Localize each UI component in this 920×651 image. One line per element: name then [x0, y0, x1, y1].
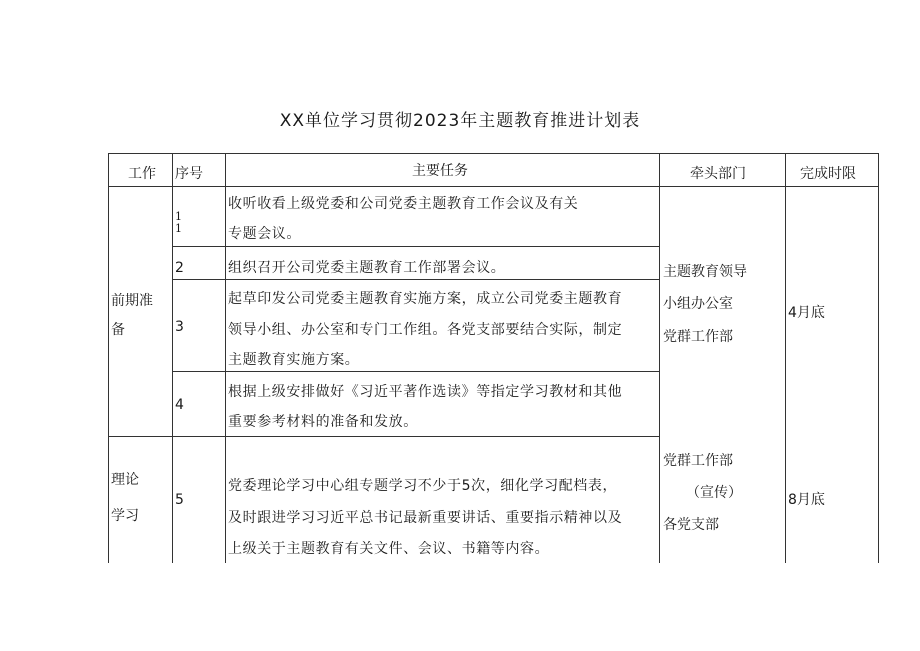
header-task: 主要任务 — [412, 163, 468, 179]
task-text: 领导小组、办公室和专门工作组。各党支部要结合实际，制定 — [228, 322, 623, 338]
deadline: 8月底 — [788, 492, 825, 508]
seq-number: 4 — [175, 397, 184, 413]
header-seq: 序号 — [175, 166, 203, 182]
seq-number: 1 — [175, 210, 182, 223]
task-text: 及时跟进学习习近平总书记最新重要讲话、重要指示精神以及 — [228, 510, 623, 526]
work-label: 学习 — [111, 508, 139, 524]
column-divider — [225, 153, 226, 563]
header-bottom-border — [108, 186, 878, 187]
header-deadline: 完成时限 — [800, 166, 856, 182]
task-text: 专题会议。 — [228, 226, 301, 242]
row-divider — [172, 246, 659, 247]
lead-dept: 党群工作部 — [663, 453, 733, 469]
seq-number: 3 — [175, 319, 184, 335]
table-left-border — [108, 153, 109, 563]
column-divider — [659, 153, 660, 563]
lead-dept: 小组办公室 — [663, 296, 733, 312]
section-divider — [108, 436, 659, 437]
seq-number: 1 — [175, 222, 182, 235]
task-text: 组织召开公司党委主题教育工作部署会议。 — [228, 260, 506, 276]
deadline: 4月底 — [788, 305, 825, 321]
header-lead: 牵头部门 — [690, 166, 746, 182]
task-text: 根据上级安排做好《习近平著作选读》等指定学习教材和其他 — [228, 384, 623, 400]
work-label: 备 — [111, 322, 125, 338]
task-text: 上级关于主题教育有关文件、会议、书籍等内容。 — [228, 541, 550, 557]
task-text: 主题教育实施方案。 — [228, 352, 360, 368]
column-divider — [785, 153, 786, 563]
lead-dept: 党群工作部 — [663, 329, 733, 345]
work-label: 理论 — [111, 472, 139, 488]
document-title: XX单位学习贯彻2023年主题教育推进计划表 — [279, 111, 641, 131]
header-work: 工作 — [128, 166, 156, 182]
task-text: 重要参考材料的准备和发放。 — [228, 414, 418, 430]
column-divider — [172, 153, 173, 563]
table-right-border — [878, 153, 879, 563]
seq-number: 2 — [175, 260, 184, 276]
work-label: 前期准 — [111, 293, 153, 309]
task-text: 收听收看上级党委和公司党委主题教育工作会议及有关 — [228, 196, 579, 212]
table-top-border — [108, 153, 878, 154]
lead-dept: 主题教育领导 — [663, 264, 747, 280]
seq-number: 5 — [175, 492, 184, 508]
task-text: 党委理论学习中心组专题学习不少于5次，细化学习配档表， — [228, 478, 618, 494]
lead-dept: （宣传） — [686, 485, 742, 501]
task-text: 起草印发公司党委主题教育实施方案，成立公司党委主题教育 — [228, 291, 623, 307]
lead-dept: 各党支部 — [663, 517, 719, 533]
